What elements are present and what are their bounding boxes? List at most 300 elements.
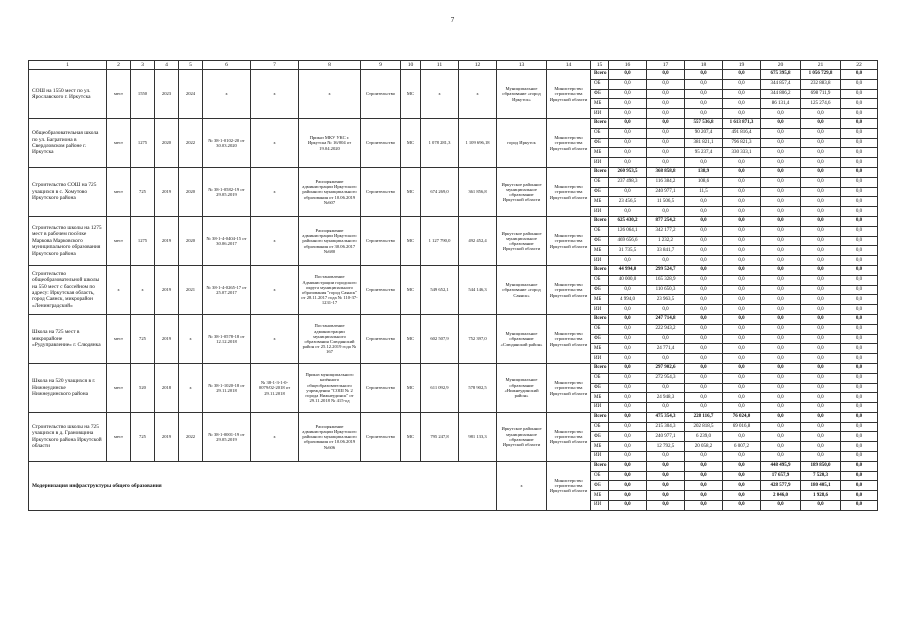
fin-value: 0,0 bbox=[685, 373, 723, 383]
project-attr-c12: 981 133,3 bbox=[459, 412, 497, 461]
fin-value: 877 254,2 bbox=[647, 216, 685, 226]
fin-value: 272 954,3 bbox=[647, 373, 685, 383]
fin-value: 0,0 bbox=[723, 491, 761, 501]
fin-value: 342 177,2 bbox=[647, 226, 685, 236]
fin-value: 0,0 bbox=[685, 501, 723, 511]
fin-value: 228 116,7 bbox=[685, 412, 723, 422]
header-cell: 10 bbox=[401, 61, 421, 70]
fin-value: 0,0 bbox=[761, 373, 801, 383]
fin-value: 448 495,9 bbox=[761, 461, 801, 471]
header-row bbox=[29, 61, 878, 70]
table-row bbox=[29, 314, 878, 324]
fin-value: 0,0 bbox=[761, 236, 801, 246]
fin-value: 0,0 bbox=[723, 403, 761, 413]
project-attr-c9: Строительство bbox=[361, 314, 401, 363]
table-row bbox=[29, 70, 878, 80]
fin-value: 0,0 bbox=[801, 216, 841, 226]
header-cell: 3 bbox=[131, 61, 155, 70]
fin-value: 1 613 871,3 bbox=[723, 118, 761, 128]
fin-value: 0,0 bbox=[609, 187, 647, 197]
fin-value: 0,0 bbox=[841, 216, 878, 226]
fin-value: 0,0 bbox=[609, 207, 647, 217]
fin-value: 0,0 bbox=[841, 442, 878, 452]
project-attr-c11: 1 127 790,0 bbox=[421, 216, 459, 265]
fin-value: 0,0 bbox=[609, 442, 647, 452]
project-attr-c6: № 38-1-0578-18 от 12.12.2018 bbox=[203, 314, 251, 363]
fin-value: 0,0 bbox=[841, 314, 878, 324]
fin-value: 0,0 bbox=[609, 393, 647, 403]
header-cell: 9 bbox=[361, 61, 401, 70]
fin-value: 368 858,8 bbox=[647, 167, 685, 177]
fin-value: 0,0 bbox=[841, 109, 878, 119]
fin-value: 0,0 bbox=[685, 197, 723, 207]
fin-value: 0,0 bbox=[685, 89, 723, 99]
fin-value: 240 977,1 bbox=[647, 432, 685, 442]
project-attr-c13: Муниципальное образование «город Саянск» bbox=[497, 265, 547, 314]
fin-value: 0,0 bbox=[761, 177, 801, 187]
fin-label: ФБ bbox=[591, 481, 609, 491]
fin-value: 0,0 bbox=[761, 246, 801, 256]
fin-value: 90 207,4 bbox=[685, 128, 723, 138]
fin-value: 0,0 bbox=[609, 354, 647, 364]
project-attr-c7: x bbox=[251, 314, 299, 363]
fin-value: 69 016,8 bbox=[723, 422, 761, 432]
fin-value: 0,0 bbox=[685, 354, 723, 364]
project-attr-c2: мест bbox=[107, 314, 131, 363]
fin-value: 0,0 bbox=[841, 177, 878, 187]
fin-value: 23 456,5 bbox=[609, 197, 647, 207]
project-attr-c9: Строительство bbox=[361, 412, 401, 461]
project-attr-c14: Министерство строительства Иркутской области bbox=[547, 363, 591, 412]
project-attr-c8: x bbox=[299, 70, 361, 119]
fin-label: МБ bbox=[591, 148, 609, 158]
fin-value: 0,0 bbox=[647, 79, 685, 89]
fin-value: 0,0 bbox=[841, 491, 878, 501]
fin-label: Всего bbox=[591, 314, 609, 324]
project-name: Строительство школы на 725 учащихся в д. Грановщина Иркутского района Иркутской области bbox=[29, 412, 107, 461]
fin-value: 0,0 bbox=[647, 148, 685, 158]
fin-value: 86 131,4 bbox=[761, 99, 801, 109]
fin-value: 297 902,6 bbox=[647, 363, 685, 373]
fin-value: 0,0 bbox=[801, 138, 841, 148]
fin-value: 0,0 bbox=[761, 197, 801, 207]
fin-value: 0,0 bbox=[647, 452, 685, 462]
fin-value: 0,0 bbox=[801, 314, 841, 324]
fin-value: 0,0 bbox=[761, 334, 801, 344]
fin-value: 0,0 bbox=[609, 138, 647, 148]
fin-value: 0,0 bbox=[841, 256, 878, 266]
fin-value: 0,0 bbox=[723, 471, 761, 481]
fin-value: 31 735,5 bbox=[609, 246, 647, 256]
fin-value: 0,0 bbox=[609, 324, 647, 334]
fin-value: 20 058,2 bbox=[685, 442, 723, 452]
fin-value: 0,0 bbox=[723, 334, 761, 344]
header-cell: 2 bbox=[107, 61, 131, 70]
fin-value: 0,0 bbox=[685, 491, 723, 501]
project-attr-c11: 611 092,9 bbox=[421, 363, 459, 412]
project-attr-c9: Строительство bbox=[361, 70, 401, 119]
fin-value: 6 239,0 bbox=[685, 432, 723, 442]
project-attr-c11: 1 078 281,3 bbox=[421, 118, 459, 167]
fin-value: 0,0 bbox=[801, 197, 841, 207]
project-attr-c10: МС bbox=[401, 167, 421, 216]
project-attr-c3: 725 bbox=[131, 412, 155, 461]
fin-value: 0,0 bbox=[801, 324, 841, 334]
project-attr-c5: 2022 bbox=[179, 412, 203, 461]
fin-label: ИИ bbox=[591, 305, 609, 315]
fin-value: 0,0 bbox=[609, 461, 647, 471]
fin-value: 0,0 bbox=[723, 344, 761, 354]
fin-value: 299 524,7 bbox=[647, 265, 685, 275]
fin-value: 0,0 bbox=[841, 70, 878, 80]
project-attr-c6: № 38-1-0001-19 от 29.05.2019 bbox=[203, 412, 251, 461]
fin-label: ОБ bbox=[591, 177, 609, 187]
fin-value: 0,0 bbox=[841, 226, 878, 236]
fin-value: 381 821,1 bbox=[685, 138, 723, 148]
fin-value: 232 883,8 bbox=[801, 79, 841, 89]
project-attr-c5: 2021 bbox=[179, 265, 203, 314]
project-attr-c2: мест bbox=[107, 70, 131, 119]
fin-value: 0,0 bbox=[801, 236, 841, 246]
project-attr-c10: МС bbox=[401, 118, 421, 167]
fin-value: 125 274,6 bbox=[801, 99, 841, 109]
project-attr-c8: Приказ муниципального казённого общеобразовательного учреждения "СОШ № 2 города Нижнеудинск" от 29.11.2018 № 415-од bbox=[299, 363, 361, 412]
fin-value: 0,0 bbox=[801, 442, 841, 452]
fin-value: 202 818,5 bbox=[685, 422, 723, 432]
fin-label: Всего bbox=[591, 70, 609, 80]
fin-value: 428 577,9 bbox=[761, 481, 801, 491]
project-attr-c8: Распоряжение администрации Иркутского районного муниципального образования от 30.06.2017 №680 bbox=[299, 216, 361, 265]
fin-value: 0,0 bbox=[761, 118, 801, 128]
fin-value: 0,0 bbox=[841, 265, 878, 275]
fin-value: 126 064,1 bbox=[609, 226, 647, 236]
fin-value: 0,0 bbox=[723, 324, 761, 334]
fin-value: 0,0 bbox=[609, 432, 647, 442]
header-cell: 12 bbox=[459, 61, 497, 70]
fin-value: 108,6 bbox=[685, 177, 723, 187]
project-attr-c3: 725 bbox=[131, 167, 155, 216]
fin-value: 0,0 bbox=[647, 256, 685, 266]
fin-value: 0,0 bbox=[761, 501, 801, 511]
fin-label: ИИ bbox=[591, 354, 609, 364]
project-attr-c13: Муниципальное образование «Слюдянский район» bbox=[497, 314, 547, 363]
fin-value: 0,0 bbox=[761, 128, 801, 138]
project-attr-c7: x bbox=[251, 70, 299, 119]
fin-value: 0,0 bbox=[685, 275, 723, 285]
fin-value: 0,0 bbox=[761, 138, 801, 148]
fin-value: 0,0 bbox=[761, 216, 801, 226]
fin-value: 0,0 bbox=[647, 461, 685, 471]
fin-value: 0,0 bbox=[685, 216, 723, 226]
project-attr-c4: 2019 bbox=[155, 216, 179, 265]
fin-value: 76 024,0 bbox=[723, 412, 761, 422]
fin-value: 0,0 bbox=[647, 481, 685, 491]
table-row bbox=[29, 167, 878, 177]
table-row bbox=[29, 412, 878, 422]
fin-value: 344 806,2 bbox=[761, 89, 801, 99]
fin-value: 0,0 bbox=[609, 501, 647, 511]
project-attr-c11: x bbox=[421, 70, 459, 119]
fin-value: 0,0 bbox=[841, 89, 878, 99]
header-cell: 11 bbox=[421, 61, 459, 70]
project-name: Строительство СОШ на 725 учащихся в с. Хомутово Иркутского района bbox=[29, 167, 107, 216]
project-name: Строительство школы на 1275 мест в рабочем посёлке Маркова Марковского муниципального образования Иркутского района bbox=[29, 216, 107, 265]
fin-value: 0,0 bbox=[801, 452, 841, 462]
project-attr-c13: Муниципальное образование «город Иркутск» bbox=[497, 70, 547, 119]
fin-value: 0,0 bbox=[685, 158, 723, 168]
fin-value: 0,0 bbox=[685, 207, 723, 217]
fin-value: 0,0 bbox=[801, 393, 841, 403]
fin-value: 33 841,7 bbox=[647, 246, 685, 256]
project-attr-c7: x bbox=[251, 167, 299, 216]
fin-value: 0,0 bbox=[609, 403, 647, 413]
fin-value: 0,0 bbox=[801, 167, 841, 177]
fin-value: 0,0 bbox=[761, 442, 801, 452]
table-row bbox=[29, 265, 878, 275]
fin-value: 0,0 bbox=[841, 207, 878, 217]
summary-c13: x bbox=[497, 461, 547, 510]
fin-value: 0,0 bbox=[761, 158, 801, 168]
fin-value: 0,0 bbox=[723, 99, 761, 109]
project-attr-c8: Постановление Администрации городского округа муниципального образования "город Саянск" от 28.11.2017 года № 110-37-1231-17 bbox=[299, 265, 361, 314]
fin-value: 0,0 bbox=[723, 275, 761, 285]
project-attr-c13: город Иркутск bbox=[497, 118, 547, 167]
project-attr-c10: МС bbox=[401, 216, 421, 265]
fin-value: 1 056 729,8 bbox=[801, 70, 841, 80]
fin-value: 0,0 bbox=[801, 128, 841, 138]
fin-value: 0,0 bbox=[723, 256, 761, 266]
fin-label: ОБ bbox=[591, 471, 609, 481]
fin-label: Всего bbox=[591, 461, 609, 471]
fin-label: ИИ bbox=[591, 109, 609, 119]
fin-value: 0,0 bbox=[841, 275, 878, 285]
project-attr-c12: 361 856,8 bbox=[459, 167, 497, 216]
fin-value: 0,0 bbox=[801, 403, 841, 413]
header-cell: 15 bbox=[591, 61, 609, 70]
fin-value: 0,0 bbox=[841, 246, 878, 256]
fin-value: 0,0 bbox=[609, 412, 647, 422]
fin-value: 0,0 bbox=[647, 403, 685, 413]
fin-value: 0,0 bbox=[647, 305, 685, 315]
fin-value: 0,0 bbox=[761, 305, 801, 315]
fin-value: 0,0 bbox=[841, 412, 878, 422]
fin-value: 0,0 bbox=[841, 373, 878, 383]
project-attr-c12: 544 146,3 bbox=[459, 265, 497, 314]
fin-label: ФБ bbox=[591, 89, 609, 99]
fin-value: 0,0 bbox=[685, 324, 723, 334]
fin-value: 110 650,3 bbox=[647, 285, 685, 295]
fin-value: 0,0 bbox=[761, 452, 801, 462]
fin-value: 0,0 bbox=[685, 452, 723, 462]
header-cell: 6 bbox=[203, 61, 251, 70]
fin-value: 0,0 bbox=[647, 128, 685, 138]
fin-value: 491 816,4 bbox=[723, 128, 761, 138]
fin-label: ИИ bbox=[591, 452, 609, 462]
fin-value: 475 354,3 bbox=[647, 412, 685, 422]
fin-value: 0,0 bbox=[723, 295, 761, 305]
project-attr-c12: 578 902,5 bbox=[459, 363, 497, 412]
fin-value: 11,5 bbox=[685, 187, 723, 197]
fin-value: 0,0 bbox=[801, 344, 841, 354]
fin-label: ОБ bbox=[591, 128, 609, 138]
fin-value: 0,0 bbox=[841, 452, 878, 462]
fin-value: 0,0 bbox=[647, 354, 685, 364]
fin-value: 0,0 bbox=[685, 305, 723, 315]
fin-value: 0,0 bbox=[685, 265, 723, 275]
table-row bbox=[29, 216, 878, 226]
project-attr-c4: 2019 bbox=[155, 265, 179, 314]
fin-label: ФБ bbox=[591, 432, 609, 442]
fin-value: 0,0 bbox=[647, 70, 685, 80]
project-attr-c13: Иркутское районное муниципальное образование Иркутской области bbox=[497, 412, 547, 461]
project-attr-c2: мест bbox=[107, 412, 131, 461]
fin-label: ИИ bbox=[591, 403, 609, 413]
project-attr-c11: 549 652,1 bbox=[421, 265, 459, 314]
fin-value: 0,0 bbox=[723, 314, 761, 324]
fin-label: ОБ bbox=[591, 79, 609, 89]
project-attr-c4: 2020 bbox=[155, 118, 179, 167]
fin-value: 0,0 bbox=[609, 118, 647, 128]
project-attr-c13: Муниципальное образование «Нижнеудинский район» bbox=[497, 363, 547, 412]
header-cell: 21 bbox=[801, 61, 841, 70]
header-cell: 14 bbox=[547, 61, 591, 70]
fin-value: 0,0 bbox=[801, 275, 841, 285]
fin-value: 0,0 bbox=[647, 118, 685, 128]
fin-value: 0,0 bbox=[685, 461, 723, 471]
fin-value: 0,0 bbox=[841, 305, 878, 315]
fin-value: 0,0 bbox=[609, 89, 647, 99]
fin-value: 0,0 bbox=[609, 363, 647, 373]
fin-value: 237 498,3 bbox=[609, 177, 647, 187]
header-cell: 4 bbox=[155, 61, 179, 70]
fin-value: 0,0 bbox=[761, 324, 801, 334]
fin-value: 0,0 bbox=[647, 207, 685, 217]
fin-value: 0,0 bbox=[685, 471, 723, 481]
project-attr-c9: Строительство bbox=[361, 167, 401, 216]
fin-value: 23 963,5 bbox=[647, 295, 685, 305]
fin-value: 12 792,5 bbox=[647, 442, 685, 452]
fin-value: 0,0 bbox=[801, 432, 841, 442]
fin-value: 1 928,6 bbox=[801, 491, 841, 501]
fin-value: 0,0 bbox=[761, 295, 801, 305]
fin-value: 0,0 bbox=[841, 422, 878, 432]
fin-value: 0,0 bbox=[609, 79, 647, 89]
fin-value: 44 994,0 bbox=[609, 265, 647, 275]
fin-value: 0,0 bbox=[685, 285, 723, 295]
project-attr-c14: Министерство строительства Иркутской области bbox=[547, 70, 591, 119]
fin-value: 0,0 bbox=[761, 383, 801, 393]
project-attr-c5: x bbox=[179, 363, 203, 412]
fin-value: 0,0 bbox=[685, 236, 723, 246]
fin-value: 0,0 bbox=[723, 265, 761, 275]
fin-value: 0,0 bbox=[801, 383, 841, 393]
fin-value: 0,0 bbox=[723, 236, 761, 246]
project-attr-c14: Министерство строительства Иркутской области bbox=[547, 118, 591, 167]
fin-value: 40 000,0 bbox=[609, 275, 647, 285]
fin-value: 0,0 bbox=[609, 334, 647, 344]
fin-value: 0,0 bbox=[761, 412, 801, 422]
project-attr-c6: № 38-1-4-0265-17 от 25.07.2017 bbox=[203, 265, 251, 314]
fin-value: 95 237,4 bbox=[685, 148, 723, 158]
fin-value: 0,0 bbox=[841, 432, 878, 442]
fin-value: 0,0 bbox=[761, 187, 801, 197]
project-attr-c7: x bbox=[251, 118, 299, 167]
project-attr-c3: 1550 bbox=[131, 70, 155, 119]
fin-value: 0,0 bbox=[609, 148, 647, 158]
project-attr-c8: Приказ МКУ УКС г. Иркутска № 16/004 от 19.04.2020 bbox=[299, 118, 361, 167]
fin-value: 0,0 bbox=[723, 226, 761, 236]
header-cell: 22 bbox=[841, 61, 878, 70]
project-attr-c13: Иркутское районное муниципальное образование Иркутской области bbox=[497, 216, 547, 265]
project-attr-c6: № 38-1-0102-20 от 30.03.2020 bbox=[203, 118, 251, 167]
project-attr-c6: № 38-1-1020-18 от 29.11.2018 bbox=[203, 363, 251, 412]
fin-label: МБ bbox=[591, 246, 609, 256]
fin-value: 0,0 bbox=[647, 471, 685, 481]
project-attr-c2: мест bbox=[107, 167, 131, 216]
fin-label: МБ bbox=[591, 442, 609, 452]
fin-value: 116 384,2 bbox=[647, 177, 685, 187]
fin-value: 0,0 bbox=[841, 128, 878, 138]
fin-value: 0,0 bbox=[685, 481, 723, 491]
fin-value: 0,0 bbox=[647, 383, 685, 393]
project-attr-c8: Распоряжение администрации Иркутского районного муниципального образования от 10.06.2019 №606 bbox=[299, 412, 361, 461]
fin-value: 0,0 bbox=[801, 295, 841, 305]
fin-value: 0,0 bbox=[841, 118, 878, 128]
fin-value: 0,0 bbox=[685, 403, 723, 413]
fin-value: 0,0 bbox=[841, 403, 878, 413]
fin-value: 344 857,4 bbox=[761, 79, 801, 89]
fin-value: 0,0 bbox=[609, 491, 647, 501]
fin-label: ФБ bbox=[591, 334, 609, 344]
fin-label: Всего bbox=[591, 265, 609, 275]
fin-value: 0,0 bbox=[723, 285, 761, 295]
header-cell: 8 bbox=[299, 61, 361, 70]
fin-value: 0,0 bbox=[841, 383, 878, 393]
fin-value: 0,0 bbox=[761, 344, 801, 354]
fin-value: 0,0 bbox=[761, 226, 801, 236]
fin-value: 0,0 bbox=[841, 295, 878, 305]
project-attr-c2: мест bbox=[107, 216, 131, 265]
project-attr-c14: Министерство строительства Иркутской области bbox=[547, 412, 591, 461]
fin-value: 0,0 bbox=[841, 481, 878, 491]
project-attr-c5: 2024 bbox=[179, 70, 203, 119]
fin-value: 240 977,1 bbox=[647, 187, 685, 197]
fin-value: 2 046,0 bbox=[761, 491, 801, 501]
fin-value: 0,0 bbox=[841, 471, 878, 481]
fin-label: ОБ bbox=[591, 373, 609, 383]
project-attr-c6: № 38-1-0582-19 от 29.05.2019 bbox=[203, 167, 251, 216]
project-attr-c10: МС bbox=[401, 314, 421, 363]
project-attr-c7: x bbox=[251, 412, 299, 461]
fin-value: 0,0 bbox=[801, 285, 841, 295]
project-attr-c11: 674 269,0 bbox=[421, 167, 459, 216]
page-number: 7 bbox=[450, 16, 455, 24]
project-attr-c9: Строительство bbox=[361, 216, 401, 265]
project-attr-c3: x bbox=[131, 265, 155, 314]
project-attr-c10: МС bbox=[401, 363, 421, 412]
project-name: Общеобразовательная школа по ул. Багратиона в Свердловском районе г. Иркутска bbox=[29, 118, 107, 167]
fin-value: 0,0 bbox=[723, 393, 761, 403]
project-attr-c2: x bbox=[107, 265, 131, 314]
fin-value: 0,0 bbox=[761, 109, 801, 119]
project-attr-c12: x bbox=[459, 70, 497, 119]
fin-label: ИИ bbox=[591, 158, 609, 168]
fin-value: 0,0 bbox=[841, 99, 878, 109]
fin-value: 0,0 bbox=[609, 256, 647, 266]
fin-value: 0,0 bbox=[685, 363, 723, 373]
fin-value: 0,0 bbox=[801, 226, 841, 236]
project-attr-c10: МС bbox=[401, 70, 421, 119]
